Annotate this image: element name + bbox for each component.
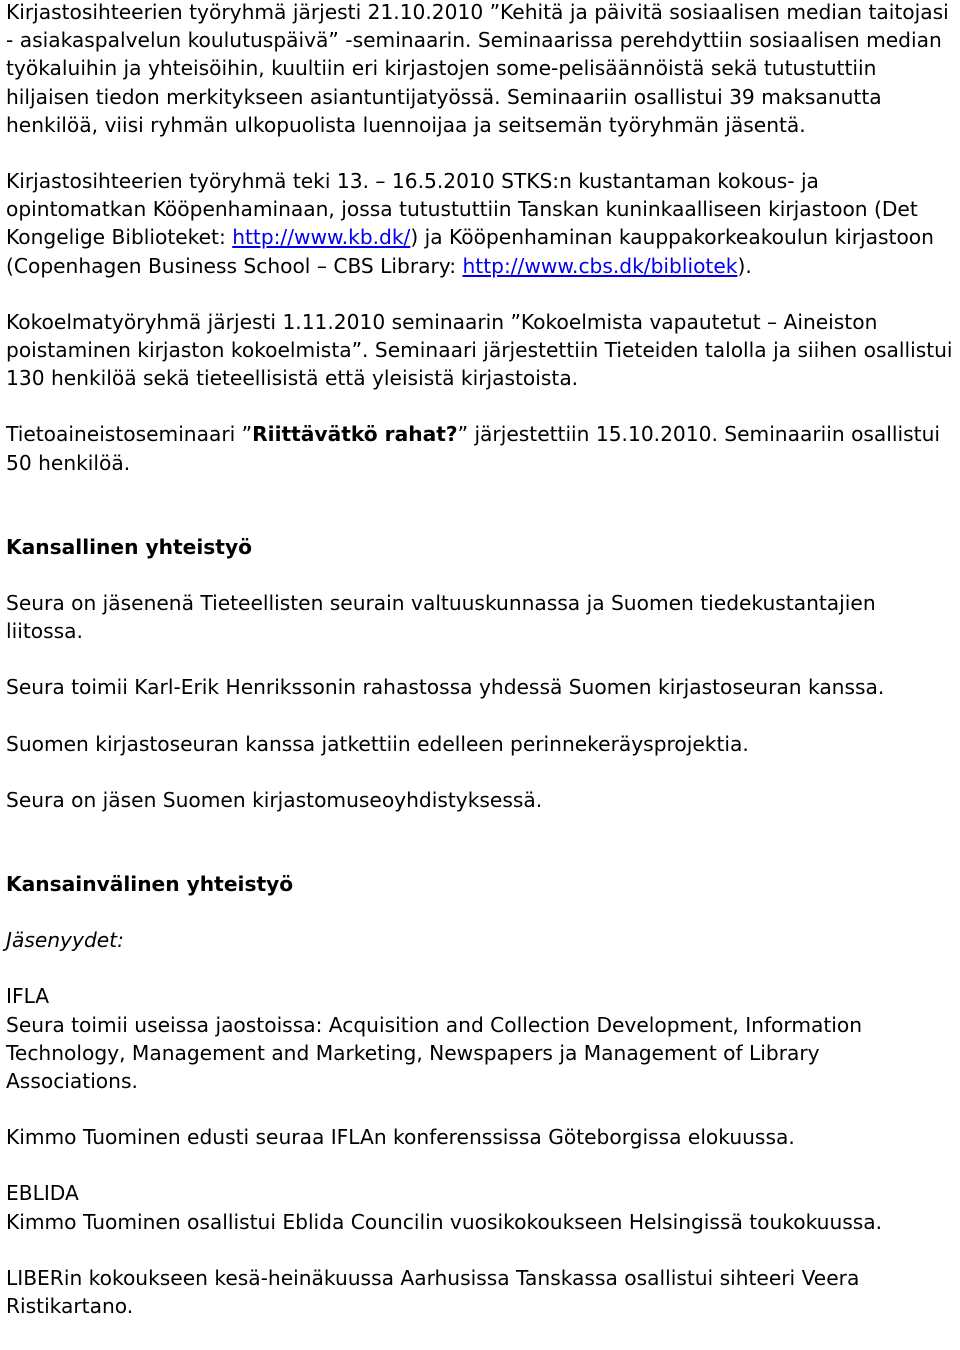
paragraph-kirjastosihteerit-seminaari: Kirjastosihteerien työryhmä järjesti 21.10.2010 ”Kehitä ja päivitä sosiaalisen median taitojasi - asiakaspalvelun koulutuspäivä” -seminaarin. Seminaarissa perehdyttiin sosiaalisen median työkaluihin ja yhteisöihin, kuultiin eri kirjastojen some-pelisäännöistä sekä tutustuttiin hiljaisen tiedon merkitykseen asiantuntijatyössä. Seminaariin osallistui 39 maksanutta henkilöä, viisi ryhmän ulkopuolista luennoijaa ja seitsemän työryhmän jäsentä. <box>6 0 949 137</box>
heading-kansainvalinen-yhteistyo: Kansainvälinen yhteistyö <box>6 872 294 897</box>
paragraph-kopenhamina-matka <box>6 167 954 280</box>
seminar-title: Riittävätkö rahat? <box>252 422 458 447</box>
paragraph-kokoelmatyoryhma: Kokoelmatyöryhmä järjesti 1.11.2010 seminaarin ”Kokoelmista vapautetut – Aineiston poistaminen kirjaston kokoelmista”. Seminaari järjestettiin Tieteiden talolla ja siihen osallistui 130 henkilöä sekä tieteellisistä että yleisistä kirjastoista. <box>6 309 953 391</box>
paragraph-henriksson-rahasto: Seura toimii Karl-Erik Henrikssonin rahastossa yhdessä Suomen kirjastoseuran kanssa. <box>6 675 885 700</box>
paragraph-perinnekerays: Suomen kirjastoseuran kanssa jatkettiin edelleen perinnekeräysprojektia. <box>6 731 749 756</box>
text-segment: Kirjastosihteerien työryhmä teki 13. – 16.5.2010 STKS:n kustantaman kokous- ja opintomatkan Kööpenhaminaan, jossa tutustuttiin Tanskan kuninkaalliseen kirjastoon (Det Kongelige Biblioteket: <box>6 169 918 250</box>
paragraph-eblida-council: Kimmo Tuominen osallistui Eblida Councilin vuosikokoukseen Helsingissä toukokuussa. <box>6 1209 883 1234</box>
paragraph-ifla-konferenssi: Kimmo Tuominen edusti seuraa IFLAn konferenssissa Göteborgissa elokuussa. <box>6 1125 795 1150</box>
text-segment: ) ja Kööpenhaminan kauppakorkeakoulun kirjastoon (Copenhagen Business School – CBS Library: <box>6 225 934 278</box>
label-ifla: IFLA <box>6 984 50 1009</box>
text-segment: ” järjestettiin 15.10.2010. Seminaariin osallistui 50 henkilöä. <box>6 422 940 475</box>
link-kb-dk[interactable]: http://www.kb.dk/ <box>232 225 411 250</box>
subheading-jasenyydet: Jäsenyydet: <box>6 928 124 953</box>
paragraph-ifla-jaostot: Seura toimii useissa jaostoissa: Acquisition and Collection Development, Information Technology, Management and Marketing, Newspapers ja Management of Library Associations. <box>6 1012 863 1094</box>
link-cbs-bibliotek[interactable]: http://www.cbs.dk/bibliotek <box>462 253 738 278</box>
paragraph-tietoaineistoseminaari <box>6 420 954 476</box>
paragraph-kirjastomuseo: Seura on jäsen Suomen kirjastomuseoyhdistyksessä. <box>6 787 543 812</box>
paragraph-liber-kokous: LIBERin kokoukseen kesä-heinäkuussa Aarhusissa Tanskassa osallistui sihteeri Veera Ristikartano. <box>6 1265 860 1319</box>
text-segment: ). <box>737 253 752 278</box>
paragraph-tsv-jasenyys: Seura on jäsenenä Tieteellisten seurain valtuuskunnassa ja Suomen tiedekustantajien liitossa. <box>6 591 876 644</box>
heading-kansallinen-yhteistyo: Kansallinen yhteistyö <box>6 534 252 559</box>
text-segment: Tietoaineistoseminaari ” <box>6 422 253 447</box>
label-eblida: EBLIDA <box>6 1181 79 1206</box>
